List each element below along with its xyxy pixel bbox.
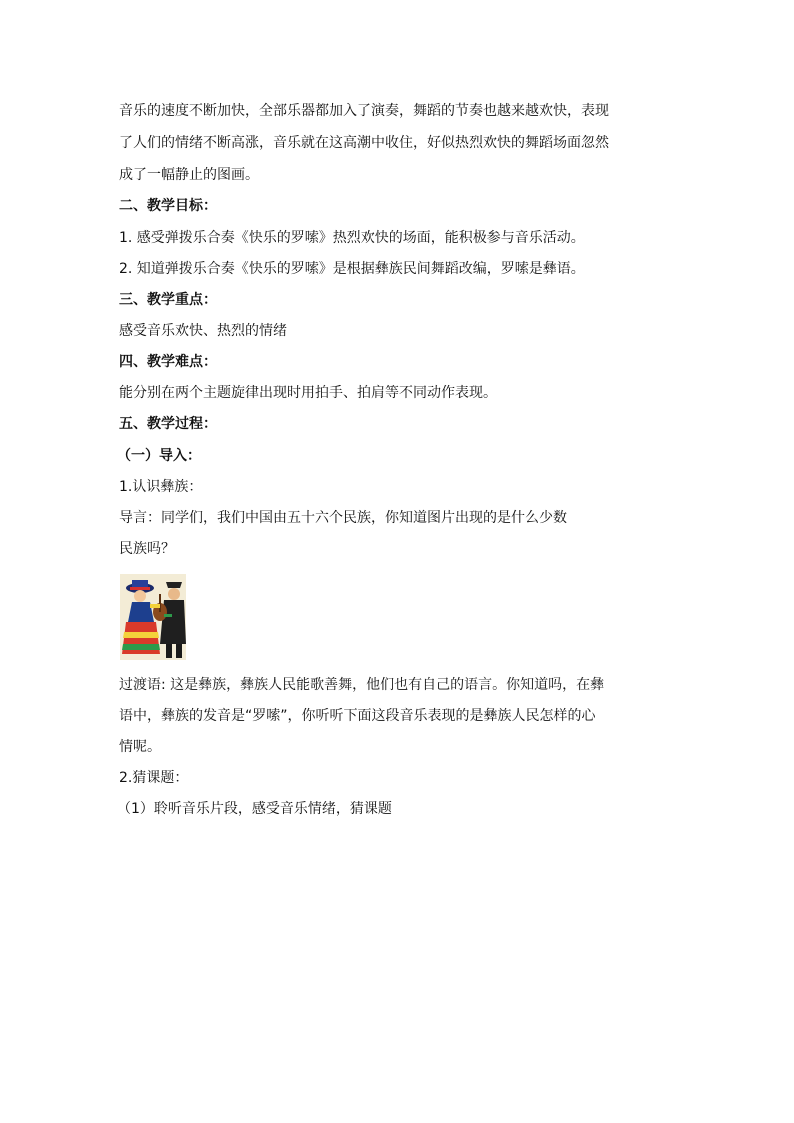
- step1-title: 1.认识彝族：: [119, 479, 203, 495]
- step1-line-2: 民族吗？: [119, 541, 175, 557]
- step2-title: 2.猜课题：: [119, 770, 189, 786]
- step2-item: （1）聆听音乐片段，感受音乐情绪，猜课题: [117, 801, 392, 817]
- transition-line-2: 语中，彝族的发音是“罗嗦”，你听听下面这段音乐表现的是彝族人民怎样的心: [119, 708, 596, 724]
- process-sub-heading: （一）导入：: [117, 448, 201, 464]
- step1-line-1: 导言：同学们，我们中国由五十六个民族，你知道图片出现的是什么少数: [119, 510, 567, 526]
- difficulties-heading: 四、教学难点：: [119, 354, 217, 370]
- yi-dancers-illustration: [120, 574, 186, 660]
- difficulties-text: 能分别在两个主题旋律出现时用拍手、拍肩等不同动作表现。: [119, 385, 497, 401]
- transition-line-1: 过渡语: 这是彝族，彝族人民能歌善舞，他们也有自己的语言。你知道吗，在彝: [119, 677, 605, 693]
- goal-item-1: 1. 感受弹拨乐合奏《快乐的罗嗦》热烈欢快的场面，能积极参与音乐活动。: [119, 230, 585, 246]
- intro-line-1: 音乐的速度不断加快，全部乐器都加入了演奏，舞蹈的节奏也越来越欢快，表现: [119, 103, 609, 119]
- goals-heading: 二、教学目标：: [119, 198, 217, 214]
- goal-item-2: 2. 知道弹拨乐合奏《快乐的罗嗦》是根据彝族民间舞蹈改编，罗嗦是彝语。: [119, 261, 585, 277]
- intro-line-2: 了人们的情绪不断高涨，音乐就在这高潮中收住，好似热烈欢快的舞蹈场面忽然: [119, 135, 609, 151]
- key-points-heading: 三、教学重点：: [119, 292, 217, 308]
- key-points-text: 感受音乐欢快、热烈的情绪: [119, 323, 287, 339]
- process-heading: 五、教学过程：: [119, 416, 217, 432]
- transition-line-3: 情呢。: [119, 739, 161, 755]
- intro-line-3: 成了一幅静止的图画。: [119, 167, 259, 183]
